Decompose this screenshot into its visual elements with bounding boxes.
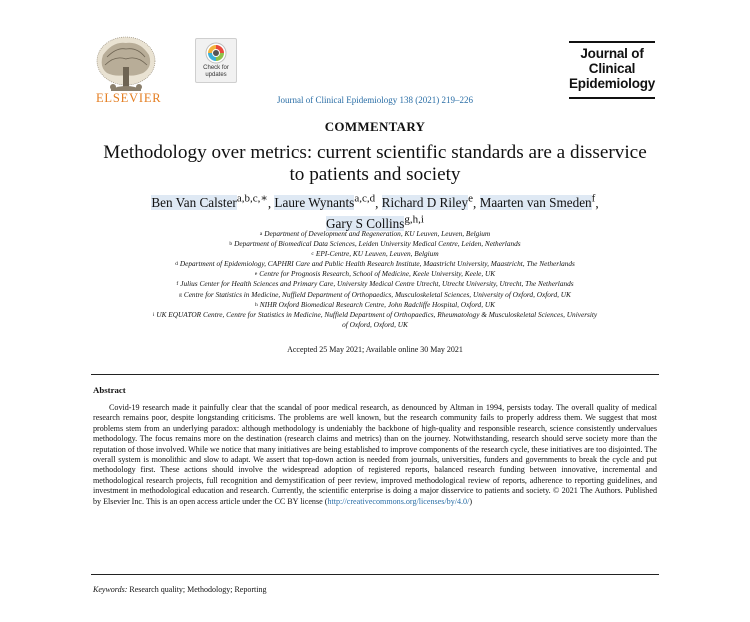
journal-name-box xyxy=(569,41,655,99)
affiliation-item: $^d$ Department of Epidemiology, CAPHRI Care and Public Health Research Institute, Maastricht University, Maastricht, The Netherlands xyxy=(175,259,575,269)
affiliation-item: $^a$ Department of Development and Regeneration, KU Leuven, Leuven, Belgium xyxy=(259,229,491,238)
divider-top xyxy=(91,374,659,375)
author-name[interactable]: Laure Wynants$^{a,c,d}$ xyxy=(274,193,376,211)
affiliation-item: $^b$ Department of Biomedical Data Sciences, Leiden University Medical Centre, Leiden, Netherlands xyxy=(229,239,521,249)
abstract-heading: Abstract xyxy=(93,385,126,395)
check-for-updates-label: Check for updates xyxy=(203,65,229,78)
journal-name-line: Journal of xyxy=(580,46,644,61)
affiliation-item: $^c$ EPI-Centre, KU Leuven, Leuven, Belgium xyxy=(311,249,439,259)
keywords xyxy=(93,585,266,594)
author-name[interactable]: Ben Van Calster$^{a,b,c,∗}$ xyxy=(151,193,268,211)
abstract-body: Covid-19 research made it painfully clear that the scandal of poor medical research, as denounced by Altman in 1994, persists today. The overall quality of medical research remains poor, despite longstanding criticisms. The problems are well known, but the research community fails to properly address them. We suggest that most problems stem from an underlying paradox: although methodology is undeniably the backbone of high-quality and responsible research, science consistently undervalues methodology. The focus remains more on the destination (research claims and metrics) than on the journey. Notwithstanding, research should serve society more than the reputation of those involved. While we notice that many initiatives are being established to improve components of the research cycle, these initiatives are too disjointed. The overall system is monolithic and slow to adapt. We assert that top-down action is needed from journals, universities, funders and governments to break the cycle and put methodology first. These actions should involve the widespread adoption of registered reports, balanced research funding between innovative, incremental and methodological research projects, full recognition and demystification of peer review, improved methodological review of reports, adherence to reporting guidelines, and investment in methodological education and research. Currently, the scientific enterprise is doing a major disservice to patients and society. © 2021 The Authors. Published by Elsevier Inc. This is an open access article under the CC BY license (http://creativecommons.org/licenses/by/4.0/) xyxy=(93,403,657,506)
keywords-text: Research quality; Methodology; Reporting xyxy=(129,585,267,594)
author-list: Ben Van Calster$^{a,b,c,∗}$, Laure Wynants$^{a,c,d}$, Richard D Riley$^e$, Maarten van Smeden$^f$, Gary S Collins$^{g,h,i}$ xyxy=(151,193,599,231)
divider-bottom xyxy=(91,574,659,575)
journal-name-line: Epidemiology xyxy=(569,76,656,91)
author-affiliation-marks[interactable]: e xyxy=(468,193,473,205)
article-title: Methodology over metrics: current scientific standards are a disservice to patients and society xyxy=(103,142,647,185)
affiliation-item: $^e$ Centre for Prognosis Research, School of Medicine, Keele University, Keele, UK xyxy=(254,269,496,279)
license-link[interactable]: http://creativecommons.org/licenses/by/4.0/ xyxy=(327,496,470,506)
publisher-name: ELSEVIER xyxy=(96,91,162,105)
section-label: COMMENTARY xyxy=(324,119,426,134)
affiliation-item: of Oxford, Oxford, UK xyxy=(342,319,408,329)
crossmark-icon xyxy=(205,42,227,64)
journal-reference-link[interactable]: Journal of Clinical Epidemiology 138 (2021) 219–226 xyxy=(277,95,473,105)
affiliation-item: $^f$ Julius Center for Health Sciences and Primary Care, University Medical Centre Utrecht, Utrecht University, Utrecht, The Netherlands xyxy=(176,279,574,289)
affiliation-item: $^g$ Centre for Statistics in Medicine, Nuffield Department of Orthopaedics, Musculoskeletal Sciences, University of Oxford, Oxford, UK xyxy=(179,289,571,299)
accepted-date: Accepted 25 May 2021; Available online 30 May 2021 xyxy=(287,345,463,354)
affiliation-list xyxy=(0,229,750,330)
author-affiliation-marks[interactable]: a,c,d xyxy=(354,193,376,205)
affiliation-item: $^h$ NIHR Oxford Biomedical Research Centre, John Radcliffe Hospital, Oxford, UK xyxy=(255,299,495,309)
author-name[interactable]: Gary S Collins$^{g,h,i}$ xyxy=(326,213,424,231)
author-affiliation-marks[interactable]: a,b,c,∗ xyxy=(236,193,268,205)
journal-name-line: Clinical xyxy=(588,61,636,76)
author-name[interactable]: Richard D Riley$^e$ xyxy=(381,193,473,211)
keywords-label: Keywords: xyxy=(93,585,128,594)
check-for-updates-badge[interactable] xyxy=(195,38,237,83)
author-name[interactable]: Maarten van Smeden$^f$ xyxy=(479,193,596,211)
affiliation-item: $^i$ UK EQUATOR Centre, Centre for Statistics in Medicine, Nuffield Department of Orthopaedics, Rheumatology & Musculoskeletal Sciences, University xyxy=(152,309,598,319)
author-affiliation-marks[interactable]: f xyxy=(591,193,596,205)
author-affiliation-marks[interactable]: g,h,i xyxy=(404,213,424,226)
